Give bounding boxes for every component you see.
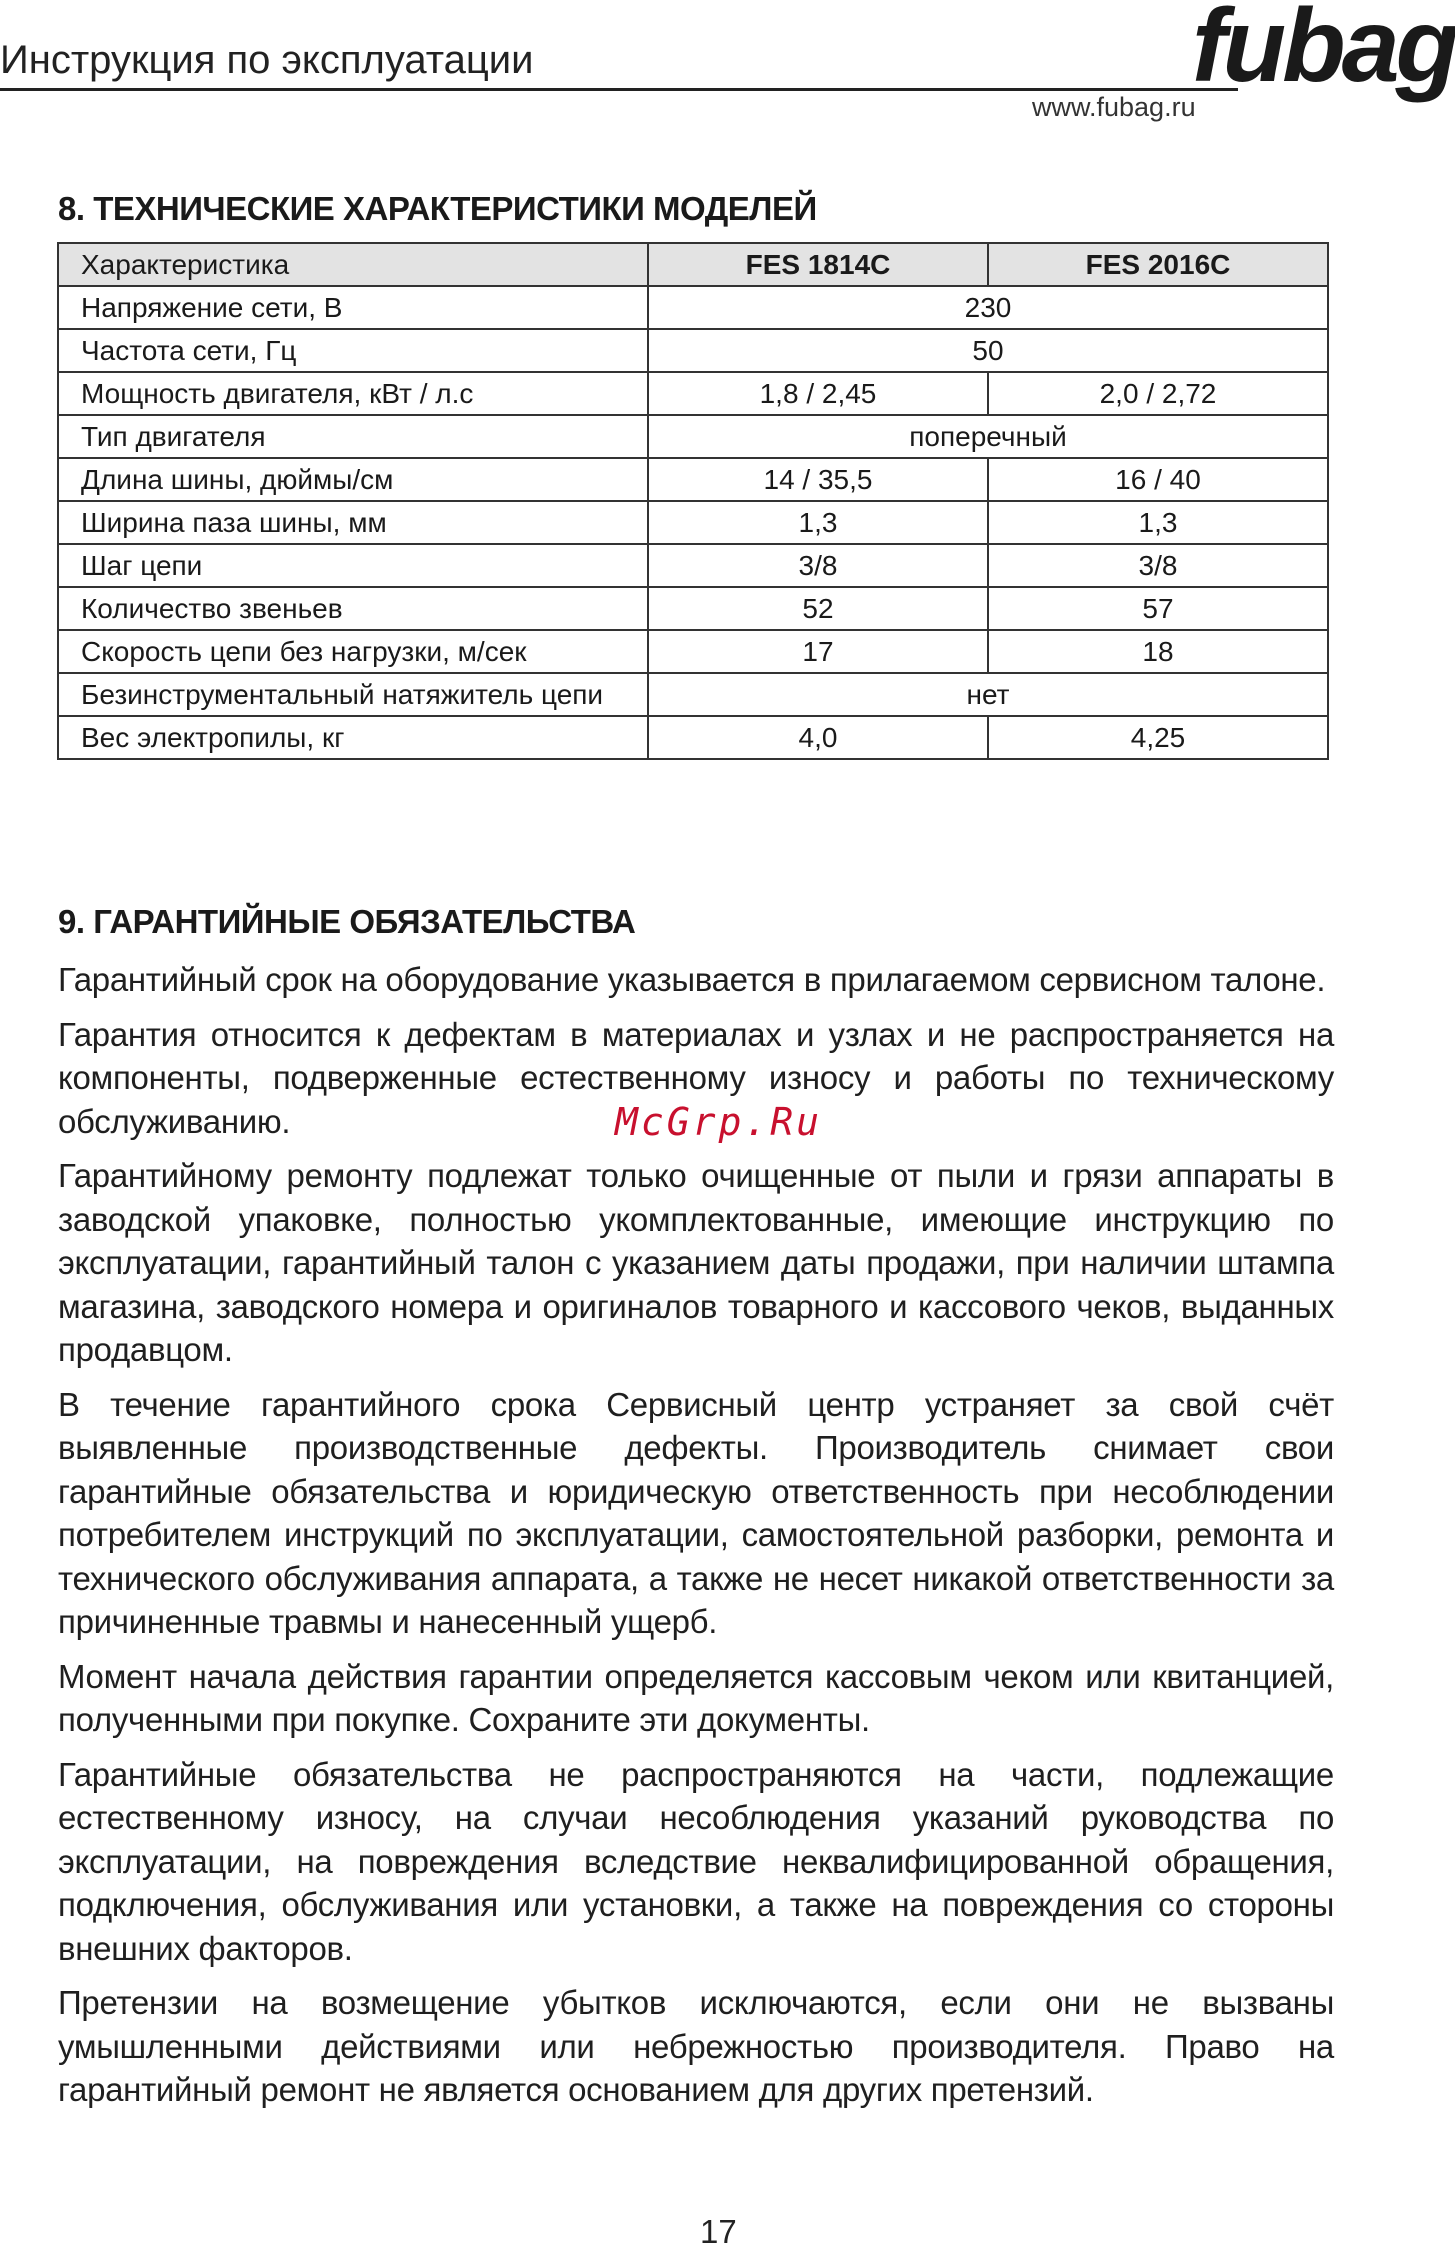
table-row: [58, 501, 1328, 544]
row-label: Безинструментальный натяжитель цепи: [58, 673, 648, 716]
warranty-paragraph: Гарантийные обязательства не распространяются на части, подлежащие естественному износу, на случаи несоблюдения указаний руководства по эксплуатации, на повреждения вследствие неквалифицированной обращения, подключения, обслуживания или установки, а также на повреждения со стороны внешних факторов.: [58, 1755, 1334, 1967]
row-value-fes-2016c: 3/8: [988, 544, 1328, 587]
table-row: [58, 544, 1328, 587]
table-row: [58, 458, 1328, 501]
table-row: [58, 587, 1328, 630]
table-row: [58, 329, 1328, 372]
row-value-shared: нет: [648, 673, 1328, 716]
table-row: [58, 673, 1328, 716]
row-value-fes-1814c: 1,8 / 2,45: [648, 372, 988, 415]
row-value-fes-2016c: 4,25: [988, 716, 1328, 759]
warranty-paragraph: Гарантия относится к дефектам в материалах и узлах и не распространяется на компоненты, подверженные естественному износу и работы по техническому обслуживанию.: [58, 1015, 1334, 1140]
warranty-heading: 9. ГАРАНТИЙНЫЕ ОБЯЗАТЕЛЬСТВА: [58, 903, 636, 940]
row-label: Количество звеньев: [58, 587, 648, 630]
specs-heading: 8. ТЕХНИЧЕСКИЕ ХАРАКТЕРИСТИКИ МОДЕЛЕЙ: [58, 190, 817, 227]
row-label: Ширина паза шины, мм: [58, 501, 648, 544]
row-value-shared: поперечный: [648, 415, 1328, 458]
row-value-shared: 50: [648, 329, 1328, 372]
row-label: Напряжение сети, В: [58, 286, 648, 329]
row-value-shared: 230: [648, 286, 1328, 329]
row-value-fes-1814c: 4,0: [648, 716, 988, 759]
row-label: Скорость цепи без нагрузки, м/сек: [58, 630, 648, 673]
header-url[interactable]: www.fubag.ru: [1032, 92, 1196, 122]
column-header-characteristic: Характеристика: [58, 243, 648, 286]
row-value-fes-2016c: 1,3: [988, 501, 1328, 544]
page-header-title: Инструкция по эксплуатации: [0, 38, 534, 82]
row-label: Мощность двигателя, кВт / л.с: [58, 372, 648, 415]
warranty-paragraph: Претензии на возмещение убытков исключаются, если они не вызваны умышленными действиями или небрежностью производителя. Право на гарантийный ремонт не является основанием для других претензий.: [58, 1984, 1334, 2108]
row-label: Тип двигателя: [58, 415, 648, 458]
warranty-paragraph: Момент начала действия гарантии определяется кассовым чеком или квитанцией, полученными при покупке. Сохраните эти документы.: [58, 1657, 1334, 1738]
table-row: [58, 630, 1328, 673]
spec-table-header-row: [58, 243, 1328, 286]
warranty-paragraph: Гарантийный срок на оборудование указывается в прилагаемом сервисном талоне.: [58, 961, 1326, 998]
spec-table: [57, 242, 1329, 760]
table-row: [58, 716, 1328, 759]
row-value-fes-2016c: 16 / 40: [988, 458, 1328, 501]
column-header-fes-2016c: FES 2016C: [988, 243, 1328, 286]
warranty-paragraph: Гарантийному ремонту подлежат только очищенные от пыли и грязи аппараты в заводской упаковке, полностью укомплектованные, имеющие инструкцию по эксплуатации, гарантийный талон с указанием даты продажи, при наличии штампа магазина, заводского номера и оригиналов товарного и кассового чеков, выданных продавцом.: [58, 1157, 1334, 1368]
header-divider: [0, 88, 1238, 91]
watermark: McGrp.Ru: [615, 1100, 823, 1144]
row-value-fes-1814c: 52: [648, 587, 988, 630]
table-row: [58, 286, 1328, 329]
column-header-fes-1814c: FES 1814C: [648, 243, 988, 286]
row-label: Частота сети, Гц: [58, 329, 648, 372]
table-row: [58, 372, 1328, 415]
table-row: [58, 415, 1328, 458]
row-value-fes-1814c: 3/8: [648, 544, 988, 587]
row-value-fes-1814c: 17: [648, 630, 988, 673]
row-label: Шаг цепи: [58, 544, 648, 587]
row-value-fes-2016c: 57: [988, 587, 1328, 630]
warranty-paragraph: В течение гарантийного срока Сервисный центр устраняет за свой счёт выявленные производственные дефекты. Производитель снимает свои гарантийные обязательства и юридическую ответственность при несоблюдении потребителем инструкций по эксплуатации, самостоятельной разборки, ремонта и технического обслуживания аппарата, а также не несет никакой ответственности за причиненные травмы и нанесенный ущерб.: [58, 1385, 1334, 1640]
row-value-fes-2016c: 2,0 / 2,72: [988, 372, 1328, 415]
row-value-fes-2016c: 18: [988, 630, 1328, 673]
page-number: 17: [700, 2213, 737, 2250]
row-value-fes-1814c: 1,3: [648, 501, 988, 544]
row-value-fes-1814c: 14 / 35,5: [648, 458, 988, 501]
row-label: Вес электропилы, кг: [58, 716, 648, 759]
fubag-logo: fubag: [1192, 0, 1455, 104]
row-label: Длина шины, дюймы/см: [58, 458, 648, 501]
